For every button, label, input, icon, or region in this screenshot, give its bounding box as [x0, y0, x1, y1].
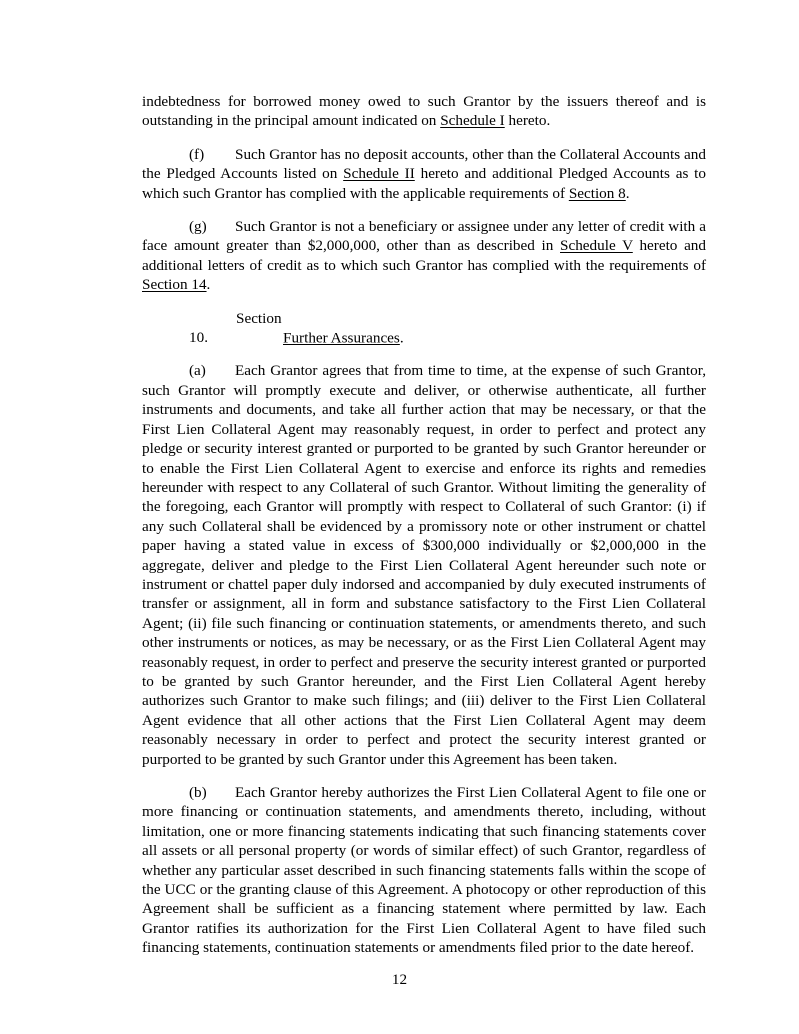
paragraph-label: (a) — [189, 362, 206, 380]
section-title: Further Assurances — [283, 329, 400, 347]
paragraph-g — [142, 217, 706, 295]
paragraph-label: (g) — [189, 218, 207, 236]
paragraph-label: (f) — [189, 145, 205, 163]
text: . — [206, 276, 211, 294]
text: Each Grantor agrees that from time to time, at the expense of such Grantor, such Grantor will promptly execute and deliver, or otherwise authenticate, all further instruments and documents, and take all further action that may be necessary, or that the First Lien Collateral Agent may reasonably request, in order to perfect and protect any pledge or security interest granted or purported to be granted by such Grantor hereunder or to enable the First Lien Collateral Agent to exercise and enforce its rights and remedies hereunder with respect to any Collateral of such Grantor. Without limiting the generality of the foregoing, each Grantor will promptly with respect to Collateral of such Grantor: (i) if any such Collateral shall be evidenced by a promissory note or other instrument or chattel paper having a stated value in excess of $300,000 individually or $2,000,000 in the aggregate, deliver and pledge to the First Lien Collateral Agent hereunder such note or instrument or chattel paper duly indorsed and accompanied by duly executed instruments of transfer or assignment, all in form and substance satisfactory to the First Lien Collateral Agent; (ii) file such financing or continuation statements, or amendments thereto, and such other instruments or notices, as may be necessary, or as the First Lien Collateral Agent may reasonably request, in order to perfect and preserve the security interest granted or purported to be granted by such Grantor hereunder, and the First Lien Collateral Agent hereby authorizes such Grantor to make such filings; and (iii) deliver to the First Lien Collateral Agent evidence that all other actions that the First Lien Collateral Agent may deem reasonably necessary in order to perfect and protect the security interest granted or purported to be granted by such Grantor under this Agreement has been taken. — [142, 362, 706, 768]
paragraph-label: (b) — [189, 784, 207, 801]
schedule-i-reference: Schedule I — [440, 112, 505, 130]
section-number: Section 10. — [189, 309, 282, 347]
text: Each Grantor hereby authorizes the First Lien Collateral Agent to file one or more financing or continuation statements, and amendments thereto, including, without limitation, one or more financing statements indicating that such financing statements cover all assets or all personal property (or words of similar effect) of such Grantor, regardless of whether any particular asset described in such financing statements falls within the scope of the UCC or the granting clause of this Agreement. A photocopy or other reproduction of this Agreement shall be sufficient as a financing statement where permitted by law. Each Grantor ratifies its authorization for the First Lien Collateral Agent to have filed such financing statements, continuation statements or amendments filed prior to the date hereof. — [142, 784, 706, 957]
text: Such Grantor has no deposit accounts, other than the Collateral Accounts and the Pledged Accounts listed on — [142, 145, 706, 183]
section-heading — [142, 309, 706, 348]
text: indebtedness for borrowed money owed to such Grantor by the issuers thereof and is outstanding in the principal amount indicated on — [142, 93, 706, 130]
text: . — [625, 184, 630, 202]
text: hereto and additional Pledged Accounts as to which such Grantor has complied with the applicable requirements of — [142, 165, 706, 202]
paragraph-e-continuation — [142, 92, 706, 131]
text: hereto. — [504, 112, 551, 130]
section-14-reference: Section 14 — [142, 276, 207, 294]
paragraph-f — [142, 145, 706, 203]
section-title-suffix: . — [399, 329, 404, 347]
page-number: 12 — [391, 971, 408, 988]
text: hereto and additional letters of credit as to which such Grantor has complied with the requirements of — [142, 237, 706, 274]
document-body — [142, 92, 706, 972]
paragraph-b — [142, 783, 706, 958]
section-8-reference: Section 8 — [568, 184, 626, 202]
schedule-ii-reference: Schedule II — [343, 165, 415, 183]
text: Such Grantor is not a beneficiary or assignee under any letter of credit with a face amount greater than $2,000,000, other than as described in — [142, 218, 706, 255]
paragraph-a — [142, 361, 706, 769]
schedule-v-reference: Schedule V — [560, 237, 633, 255]
